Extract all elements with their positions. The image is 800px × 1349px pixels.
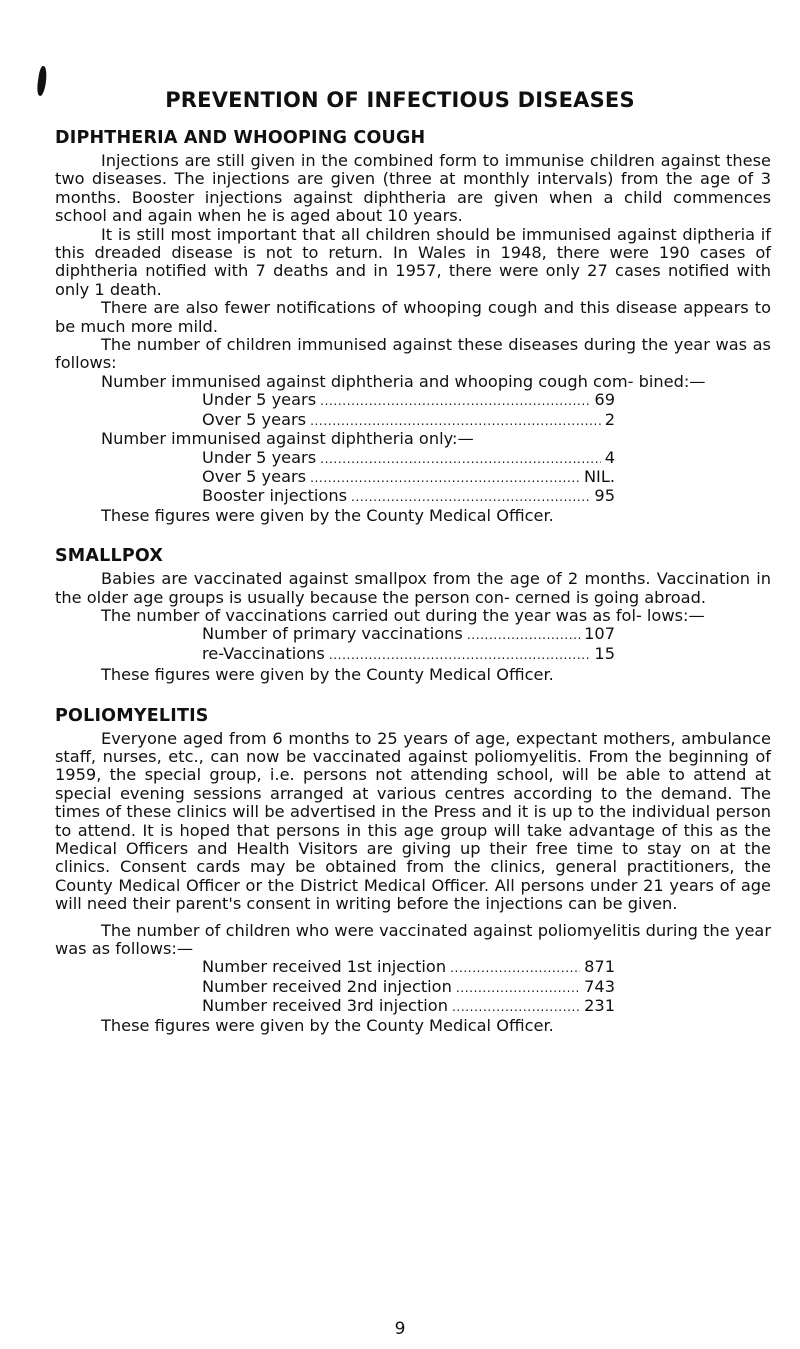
only-list <box>55 449 771 507</box>
paragraph: The number of vaccinations carried out during the year was as fol- lows:— <box>101 605 705 625</box>
item-value: 95 <box>594 486 615 506</box>
leader-dots <box>452 997 580 1016</box>
list-item <box>202 997 615 1016</box>
list-item <box>202 625 615 644</box>
leader-dots <box>329 645 591 664</box>
item-value: 871 <box>584 957 615 977</box>
list-item <box>202 449 615 468</box>
item-label: Under 5 years <box>202 447 317 467</box>
paragraph: The number of children who were vaccinated against poliomyelitis during the year was as follows:— <box>55 920 771 959</box>
page-title: PREVENTION OF INFECTIOUS DISEASES <box>165 88 635 112</box>
item-label: Number of primary vaccinations <box>202 624 463 644</box>
list-item <box>202 391 615 410</box>
paragraph: Babies are vaccinated against smallpox from the age of 2 months. Vaccination in the older age groups is usually because the person con- cerned is going abroad. <box>55 569 771 607</box>
item-label: Number received 1st injection <box>202 957 447 977</box>
item-value: 69 <box>594 390 615 410</box>
item-value: 15 <box>594 643 615 663</box>
item-value: NIL. <box>583 466 615 486</box>
leader-dots <box>467 625 580 644</box>
paragraph: The number of children immunised against these diseases during the year was as follows: <box>55 335 771 373</box>
list-item <box>202 411 615 430</box>
item-value: 743 <box>584 976 615 996</box>
section-heading: SMALLPOX <box>55 546 164 567</box>
section-diphtheria <box>55 128 771 525</box>
paragraph: Everyone aged from 6 months to 25 years of age, expectant mothers, ambulance staff, nurses, etc., can now be vaccinated against poliomyelitis. From the beginning of 1959, the special group, i.e. persons not attending school, will be able to attend at special evening sessions arranged at various centres according to the demand. The times of these clinics will be advertised in the Press and it is up to the individual person to attend. It is hoped that persons in this age group will take advantage of this as the Medical Officers and Health Visitors are giving up their free time to stay on at the clinics. Consent cards may be obtained from the clinics, general practitioners, the County Medical Officer or the District Medical Officer. All persons under 21 years of age will need their parent's consent in writing before the injections can be given. <box>55 728 771 914</box>
list-item <box>202 958 615 977</box>
item-label: Number received 3rd injection <box>202 996 448 1016</box>
leader-dots <box>351 487 590 506</box>
section-heading: DIPHTHERIA AND WHOOPING COUGH <box>55 128 426 148</box>
paragraph: Injections are still given in the combined form to immunise children against these two diseases. The injections are given (three at monthly intervals) from the age of 3 months. Booster injections against diphtheria are given when a child commences school and again when he is aged about 10 years. <box>55 151 771 226</box>
item-value: 231 <box>584 996 615 1016</box>
leader-dots <box>320 391 590 410</box>
section-heading: POLIOMYELITIS <box>55 705 209 726</box>
leader-dots <box>320 449 601 468</box>
item-value: 107 <box>584 624 615 644</box>
item-value: 4 <box>604 447 615 467</box>
combined-list <box>55 391 771 430</box>
page-number: 9 <box>394 1319 406 1339</box>
polio-list <box>55 958 771 1016</box>
source-note: These figures were given by the County Medical Officer. <box>101 665 554 685</box>
leader-dots <box>456 978 580 997</box>
item-label: Number received 2nd injection <box>202 976 452 996</box>
list-item <box>202 487 615 506</box>
item-label: Under 5 years <box>202 390 317 410</box>
paragraph: Number immunised against diphtheria and whooping cough com- bined:— <box>101 371 706 391</box>
item-label: Over 5 years <box>202 409 307 429</box>
list-item <box>202 468 615 487</box>
list-item <box>202 978 615 997</box>
source-note: These figures were given by the County Medical Officer. <box>101 1015 554 1035</box>
section-poliomyelitis <box>55 706 771 1036</box>
leader-dots <box>450 958 580 977</box>
paragraph: It is still most important that all children should be immunised against diptheria if this dreaded disease is not to return. In Wales in 1948, there were 190 cases of diphtheria notified with 7 deaths and in 1957, there were only 27 cases notified with only 1 death. <box>55 224 771 299</box>
page-content <box>55 128 771 1055</box>
section-smallpox <box>55 546 771 684</box>
vaccination-list <box>55 625 771 664</box>
item-label: Booster injections <box>202 486 348 506</box>
item-label: re-Vaccinations <box>202 643 325 663</box>
leader-dots <box>310 468 580 487</box>
paragraph: Number immunised against diphtheria only:— <box>101 429 474 449</box>
paragraph: There are also fewer notifications of whooping cough and this disease appears to be much more mild. <box>55 298 771 336</box>
item-value: 2 <box>604 409 615 429</box>
leader-dots <box>310 411 601 430</box>
source-note: These figures were given by the County Medical Officer. <box>101 505 554 525</box>
item-label: Over 5 years <box>202 466 307 486</box>
list-item <box>202 645 615 664</box>
